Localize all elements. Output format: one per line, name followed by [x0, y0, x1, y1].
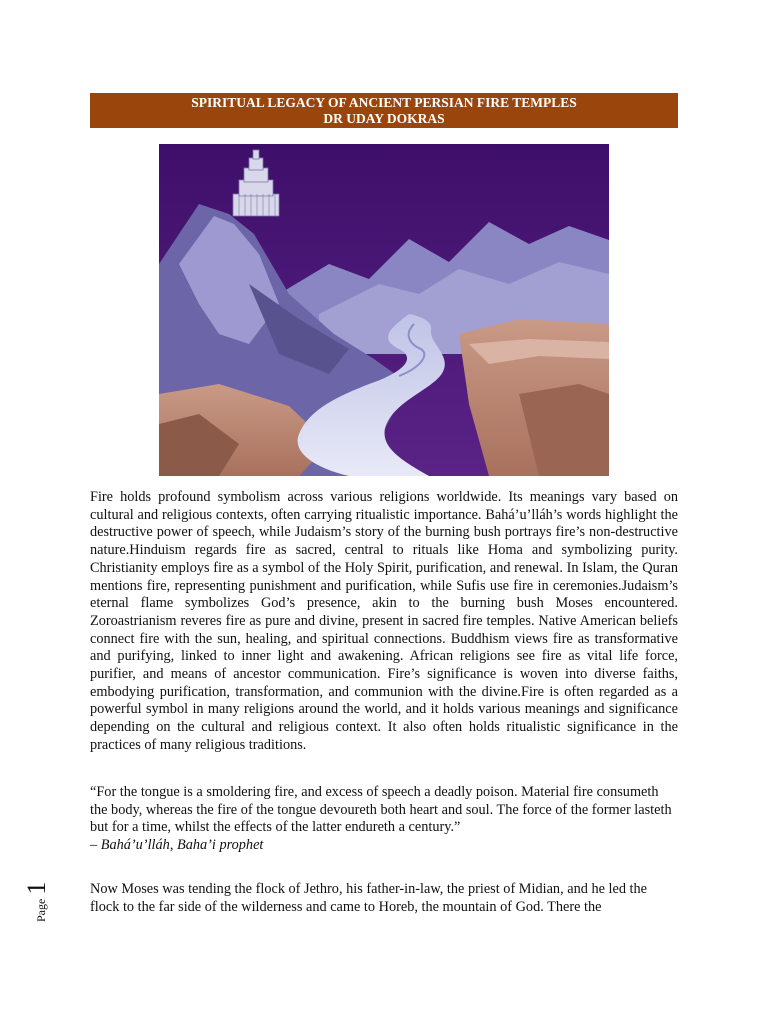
page-number-marker — [22, 876, 52, 926]
quote-block — [90, 784, 678, 855]
document-title: SPIRITUAL LEGACY OF ANCIENT PERSIAN FIRE TEMPLES — [191, 95, 577, 110]
page-number: 1 — [22, 881, 51, 895]
quote-attribution: – Bahá’u’lláh, Baha’i prophet — [90, 837, 264, 854]
title-band — [90, 93, 678, 128]
body-paragraph-2: Now Moses was tending the flock of Jethro, his father-in-law, the priest of Midian, and he led the flock to the far side of the wilderness and came to Horeb, the mountain of God. There the — [90, 881, 648, 915]
body-paragraph-1: Fire holds profound symbolism across various religions worldwide. Its meanings vary based on cultural and religious contexts, often carrying ritualistic importance. Bahá’u’lláh’s words highlight the destructive power of speech, while Judaism’s story of the burning bush portrays fire’s non-destructive nature.Hinduism regards fire as sacred, central to rituals like Homa and symbolizing purity. Christianity employs fire as a symbol of the Holy Spirit, purification, and renewal. In Islam, the Quran mentions fire, representing punishment and purification, while Sufis use fire in ceremonies.Judaism’s eternal flame symbolizes God’s presence, akin to the burning bush Moses encountered. Zoroastrianism reveres fire as pure and divine, present in sacred fire temples. Native American beliefs connect fire with the sun, healing, and spiritual connections. Buddhism views fire as transformative and purifying, linked to inner light and awakening. African religions see fire as vital life force, purifier, and means of ancestor communication. Fire’s significance is woven into diverse faiths, embodying purification, transformation, and communion with the divine.Fire is often regarded as a powerful symbol in many religions around the world, and it holds various meanings and significance depending on the cultural and religious context. It also often holds ritualistic significance in the practices of many religious traditions. — [90, 489, 678, 753]
document-author: DR UDAY DOKRAS — [323, 111, 445, 126]
mountain-temple-river-illustration — [159, 144, 609, 476]
page-label: Page — [34, 898, 48, 922]
quote-text: “For the tongue is a smoldering fire, and excess of speech a deadly poison. Material fire consumeth the body, whereas the fire of the tongue devoureth both heart and soul. The force of the former lasteth but for a time, whilst the effects of the latter endureth a century.” — [90, 784, 672, 836]
